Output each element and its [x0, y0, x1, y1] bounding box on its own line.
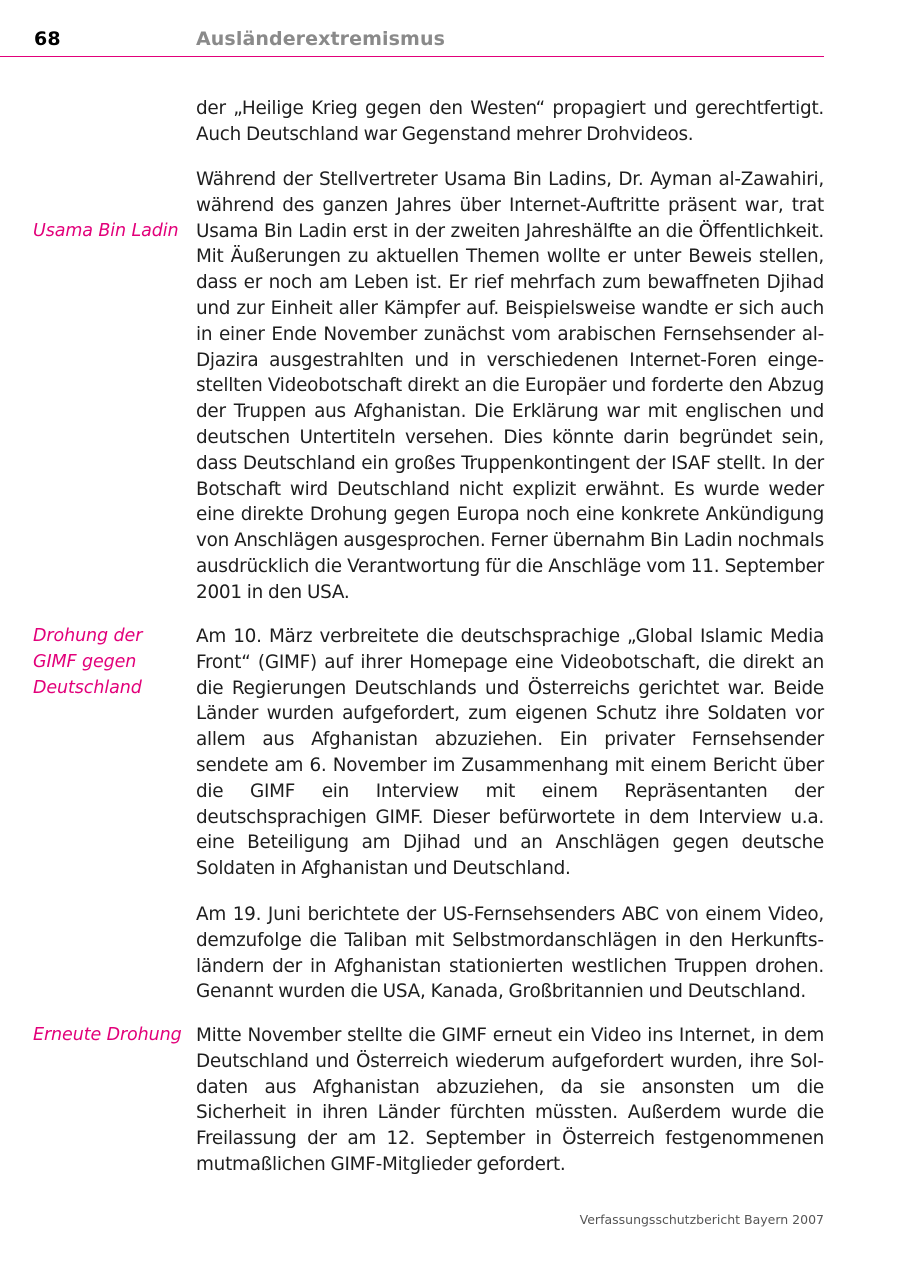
- paragraph-3: Am 10. März verbreitete die deutschsprachige „Global Islamic Media Front“ (GIMF) auf ihrer Homepage eine Videobotschaft, die direkt an die Regierungen Deutschlands und Österreichs gerichtet war. Beide Länder wurden aufgefordert, zum eigenen Schutz ihre Soldaten vor allem aus Afghanistan abzuziehen. Ein privater Fernsehsender sendete am 6. November im Zusammenhang mit einem Bericht über die GIMF ein Interview mit einem Repräsentanten der deutschsprachigen GIMF. Dieser befürwortete in dem Interview u.a. eine Beteiligung am Djihad und an Anschlägen gegen deutsche Soldaten in Afghanistan und Deutschland.: [196, 626, 824, 880]
- margin-note-bin-ladin: Usama Bin Ladin: [33, 221, 179, 241]
- margin-note-gimf-line-3: Deutschland: [33, 677, 142, 698]
- paragraph-5: Mitte November stellte die GIMF erneut ein Video ins Internet, in dem Deutschland und Österreich wiederum aufgefordert wurden, ihre Soldaten aus Afghanistan abzuziehen, da sie ansonsten um die Sicherheit in ihren Länder fürchten müssten. Außerdem wurde die Freilassung der am 12. September in Österreich festgenommenen mutmaßlichen GIMF-Mitglieder gefordert.: [196, 1025, 824, 1175]
- paragraph-4: Am 19. Juni berichtete der US-Fernsehsenders ABC von einem Video, demzufolge die Taliban mit Selbstmordanschlägen in den Herkunftsländern der in Afghanistan stationierten westlichen Truppen drohen. Genannt wurden die USA, Kanada, Großbritannien und Deutschland.: [196, 904, 824, 1003]
- margin-note-erneute-drohung: Erneute Drohung: [33, 1025, 182, 1045]
- chapter-title: Ausländerextremismus: [196, 28, 445, 50]
- margin-note-gimf-line-1: Drohung der: [33, 626, 143, 646]
- paragraph-2: Während der Stellvertreter Usama Bin Ladins, Dr. Ayman al-Zawahiri, während des ganzen Jahres über Internet-Auftritte präsent war, trat Usama Bin Ladin erst in der zweiten Jahreshälfte an die Öffentlichkeit. Mit Äußerungen zu aktuellen Themen wollte er unter Beweis stellen, dass er noch am Leben ist. Er rief mehrfach zum bewaffneten Djihad und zur Einheit aller Kämpfer auf. Beispielsweise wandte er sich auch in einer Ende November zunächst vom arabischen Fernsehsender al-Djazira ausgestrahlten und in verschiedenen Internet-Foren eingestellten Videobotschaft direkt an die Europäer und forderte den Abzug der Truppen aus Afghanistan. Die Erklärung war mit englischen und deutschen Untertiteln versehen. Dies könnte darin begründet sein, dass Deutschland ein großes Truppenkontingent der ISAF stellt. In der Botschaft wird Deutschland nicht explizit erwähnt. Es wurde weder eine direkte Drohung gegen Europa noch eine konkrete Ankündigung von Anschlägen ausgesprochen. Ferner übernahm Bin Ladin nochmals ausdrücklich die Verantwortung für die Anschläge vom 11. September 2001 in den USA.: [196, 169, 824, 603]
- margin-note-gimf-line-2: GIMF gegen: [33, 651, 137, 672]
- footer-text: Verfassungsschutzbericht Bayern 2007: [579, 1212, 824, 1227]
- margin-note-gimf: [33, 624, 183, 701]
- header-rule: [0, 56, 824, 57]
- paragraph-1: der „Heilige Krieg gegen den Westen“ propagiert und gerechtfertigt. Auch Deutschland war Gegenstand mehrer Drohvideos.: [196, 98, 824, 145]
- page-number: 68: [34, 28, 61, 50]
